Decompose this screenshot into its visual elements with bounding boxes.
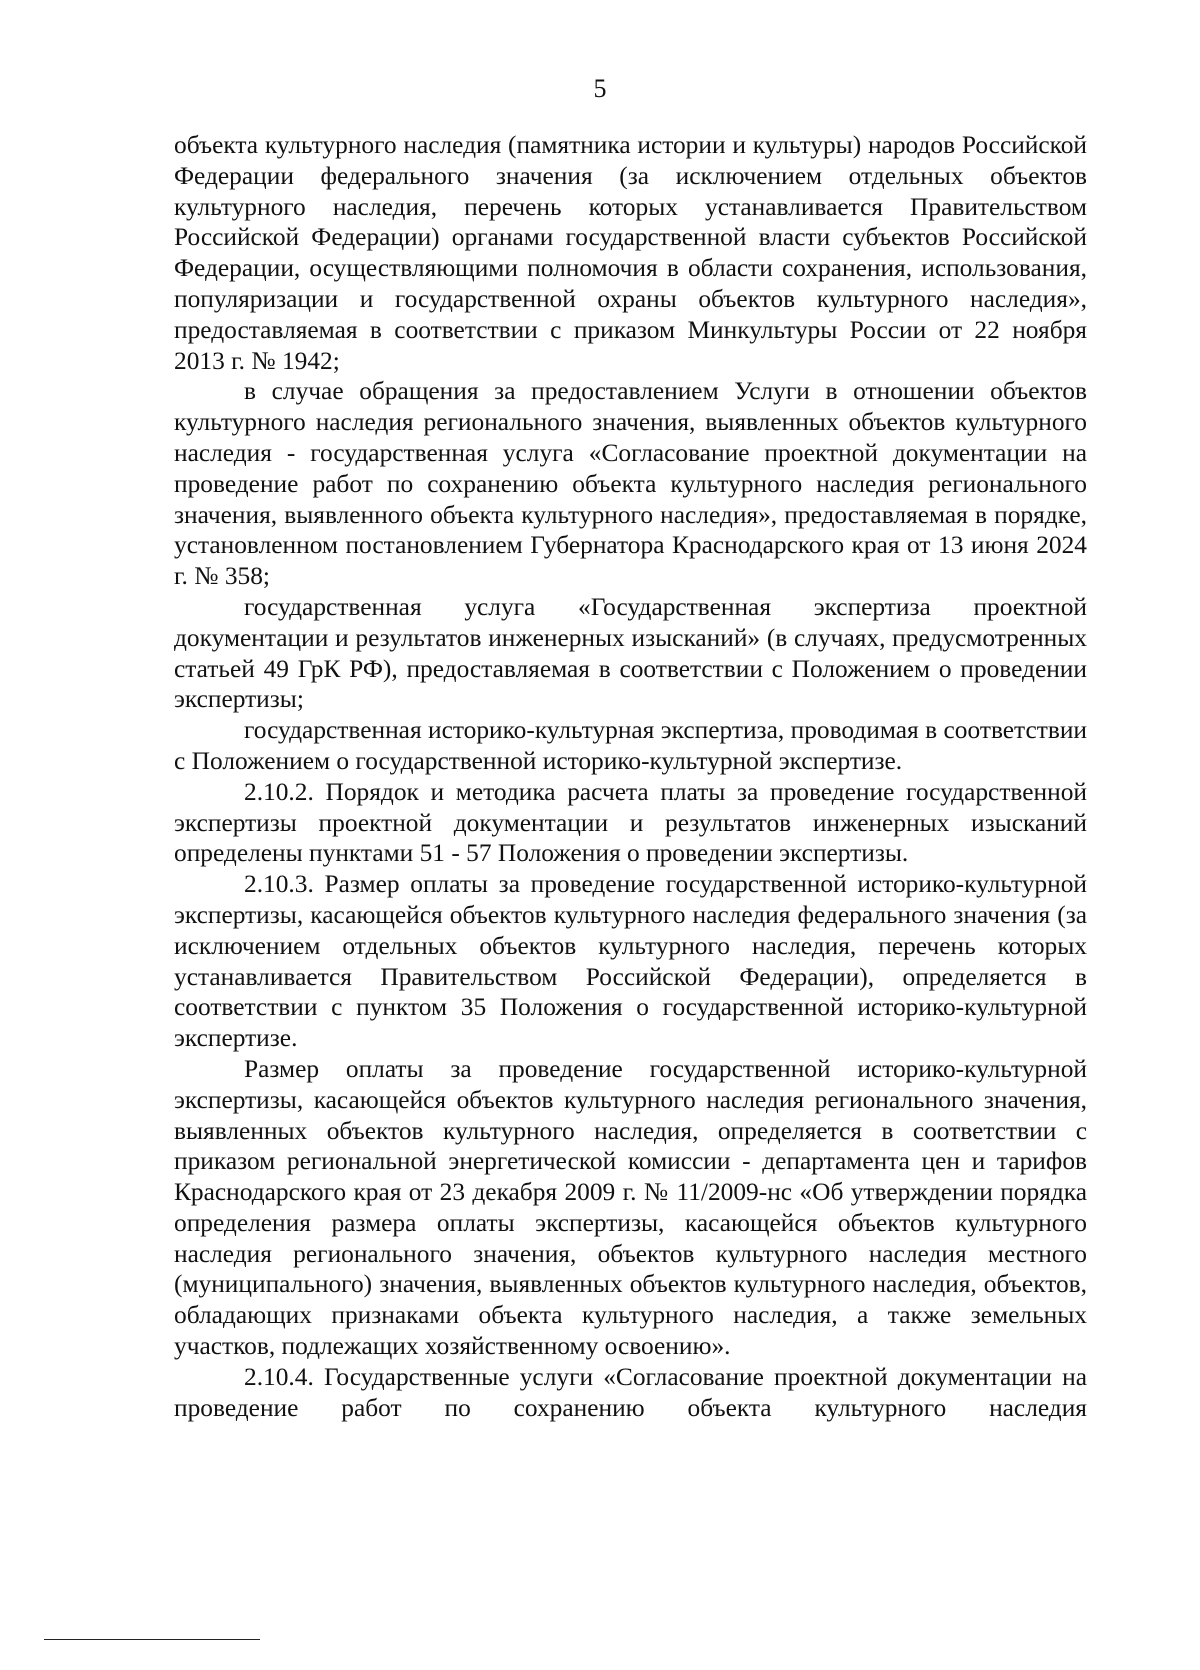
footnote-separator-line <box>44 1639 260 1640</box>
paragraph-2-10-4: 2.10.4. Государственные услуги «Согласование проектной документации на проведение работ по сохранению объекта культурного наследия <box>174 1362 1087 1422</box>
paragraph-state-expertise: государственная услуга «Государственная экспертиза проектной документации и результатов инженерных изысканий» (в случаях, предусмотренных статьей 49 ГрК РФ), предоставляемая в соответствии с Положением о проведении экспертизы; <box>174 592 1087 714</box>
paragraph-historical-expertise: государственная историко-культурная экспертиза, проводимая в соответствии с Положением о государственной историко-культурной экспертизе. <box>174 716 1087 775</box>
paragraph-regional-service: в случае обращения за предоставлением Услуги в отношении объектов культурного наследия регионального значения, выявленных объектов культурного наследия - государственная услуга «Согласование проектной документации на проведение работ по сохранению объекта культурного наследия регионального значения, выявленного объекта культурного наследия», предоставляемая в порядке, установленном постановлением Губернатора Краснодарского края от 13 июня 2024 г. № 358; <box>174 377 1087 591</box>
paragraph-2-10-3: 2.10.3. Размер оплаты за проведение государственной историко-культурной экспертизы, касающейся объектов культурного наследия федерального значения (за исключением отдельных объектов культурного наследия, перечень которых устанавливается Правительством Российской Федерации), определяется в соответствии с пунктом 35 Положения о государственной историко-культурной экспертизе. <box>174 870 1087 1053</box>
page-number: 5 <box>593 74 607 103</box>
document-body <box>174 130 1087 1423</box>
paragraph-continuation: объекта культурного наследия (памятника истории и культуры) народов Российской Федерации федерального значения (за исключением отдельных объектов культурного наследия, перечень которых устанавливается Правительством Российской Федерации) органами государственной власти субъектов Российской Федерации, осуществляющими полномочия в области сохранения, использования, популяризации и государственной охраны объектов культурного наследия», предоставляемая в соответствии с приказом Минкультуры России от 22 ноября 2013 г. № 1942; <box>174 131 1087 375</box>
paragraph-payment-regional: Размер оплаты за проведение государственной историко-культурной экспертизы, касающейся объектов культурного наследия регионального значения, выявленных объектов культурного наследия, определяется в соответствии с приказом региональной энергетической комиссии - департамента цен и тарифов Краснодарского края от 23 декабря 2009 г. № 11/2009-нс «Об утверждении порядка определения размера оплаты экспертизы, касающейся объектов культурного наследия регионального значения, объектов культурного наследия местного (муниципального) значения, выявленных объектов культурного наследия, объектов, обладающих признаками объекта культурного наследия, а также земельных участков, подлежащих хозяйственному освоению». <box>174 1054 1087 1361</box>
paragraph-2-10-2: 2.10.2. Порядок и методика расчета платы за проведение государственной экспертизы проектной документации и результатов инженерных изысканий определены пунктами 51 - 57 Положения о проведении экспертизы. <box>174 777 1087 868</box>
